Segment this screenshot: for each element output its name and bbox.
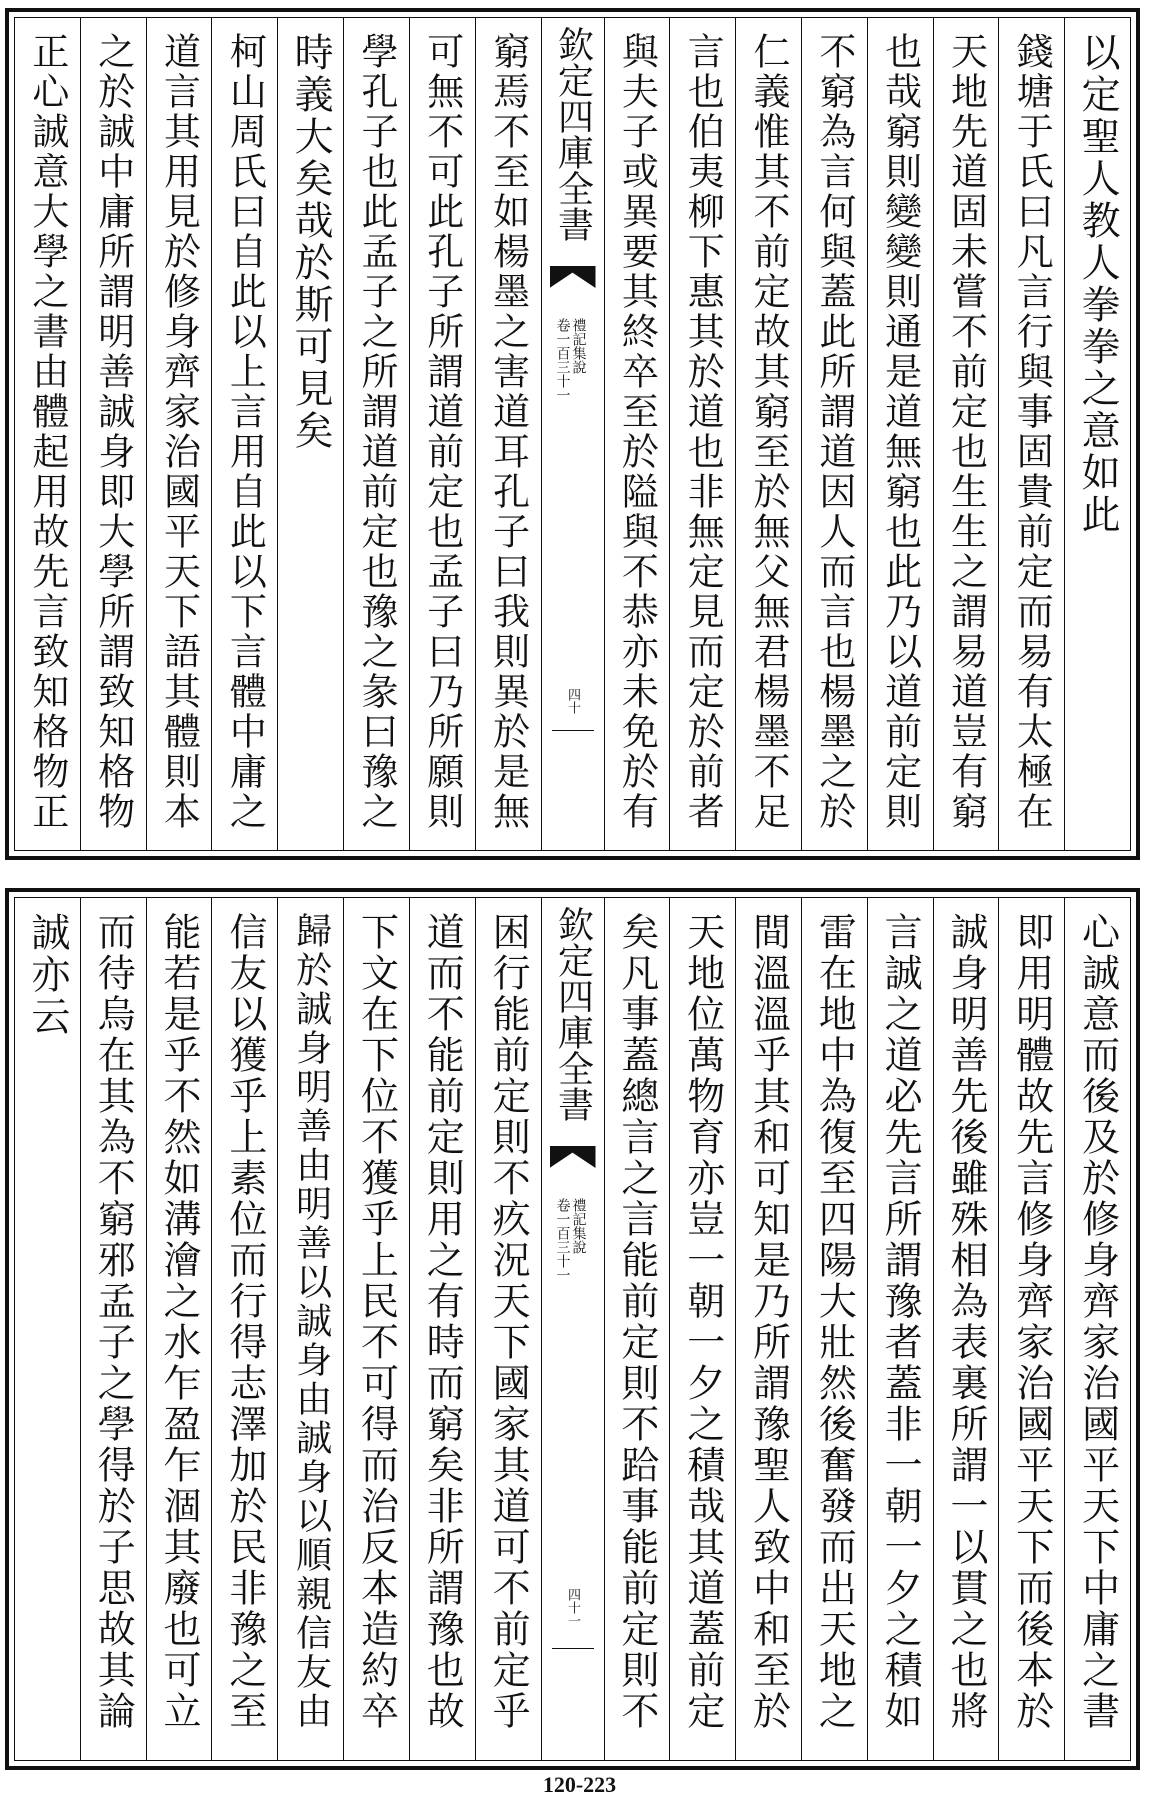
fishtail-mark bbox=[550, 1146, 596, 1168]
text-column: 天地先道固未嘗不前定也生生之謂易道豈有窮 bbox=[933, 18, 999, 850]
text-column: 也哉窮則變變則通是道無窮也此乃以道前定則 bbox=[867, 18, 933, 850]
text-column: 與夫子或異要其終卒至於隘與不恭亦未免於有 bbox=[604, 18, 670, 850]
page-spine bbox=[541, 18, 604, 850]
spine-volume: 卷一百三十一 bbox=[554, 1198, 571, 1282]
text-column: 矣凡事蓋總言之言能前定則不跲事能前定則不 bbox=[604, 898, 670, 1760]
top-page bbox=[5, 8, 1140, 860]
text-column: 學孔子也此孟子之所謂道前定也豫之彖曰豫之 bbox=[343, 18, 409, 850]
text-column: 而待烏在其為不窮邪孟子之學得於子思故其論 bbox=[80, 898, 146, 1760]
text-column: 錢塘于氏曰凡言行與事固貴前定而易有太極在 bbox=[998, 18, 1064, 850]
text-column: 柯山周氏曰自此以上言用自此以下言體中庸之 bbox=[211, 18, 277, 850]
bottom-page-frame bbox=[14, 897, 1131, 1761]
text-column: 以定聖人教人拳拳之意如此 bbox=[1064, 18, 1130, 850]
bottom-page bbox=[5, 888, 1140, 1770]
text-column: 能若是乎不然如溝澮之水乍盈乍涸其廢也可立 bbox=[146, 898, 212, 1760]
spine-title: 欽定四庫全書 bbox=[552, 906, 594, 1122]
text-column: 即用明體故先言修身齊家治國平天下而後本於 bbox=[998, 898, 1064, 1760]
text-column: 道而不能前定則用之有時而窮矣非所謂豫也故 bbox=[409, 898, 475, 1760]
spine-volume: 卷一百三十一 bbox=[554, 318, 571, 402]
spine-page-number: 四十一 bbox=[565, 1588, 580, 1627]
text-column: 道言其用見於修身齊家治國平天下語其體則本 bbox=[146, 18, 212, 850]
text-column: 下文在下位不獲乎上民不可得而治反本造約卒 bbox=[343, 898, 409, 1760]
spine-page-number: 四十 bbox=[565, 688, 580, 714]
spine-title: 欽定四庫全書 bbox=[552, 26, 594, 242]
text-column: 之於誠中庸所謂明善誠身即大學所謂致知格物 bbox=[80, 18, 146, 850]
text-column: 誠身明善先後雖殊相為表裏所謂一以貫之也將 bbox=[933, 898, 999, 1760]
spine-book-title: 禮記集說 bbox=[570, 318, 587, 374]
spine-rule bbox=[552, 1648, 594, 1649]
spine-rule bbox=[552, 730, 594, 731]
text-column: 仁義惟其不前定故其窮至於無父無君楊墨不足 bbox=[735, 18, 801, 850]
footer-page-number: 120-223 bbox=[542, 1772, 617, 1797]
text-column: 不窮為言何與蓋此所謂道因人而言也楊墨之於 bbox=[801, 18, 867, 850]
text-column: 歸於誠身明善由明善以誠身由誠身以順親信友由 bbox=[277, 898, 343, 1760]
text-column: 天地位萬物育亦豈一朝一夕之積哉其道蓋前定 bbox=[669, 898, 735, 1760]
spine-book-title: 禮記集說 bbox=[570, 1198, 587, 1254]
top-page-frame bbox=[14, 17, 1131, 851]
text-column: 心誠意而後及於修身齊家治國平天下中庸之書 bbox=[1064, 898, 1130, 1760]
text-column: 窮焉不至如楊墨之害道耳孔子曰我則異於是無 bbox=[475, 18, 541, 850]
text-column: 間溫溫乎其和可知是乃所謂豫聖人致中和至於 bbox=[735, 898, 801, 1760]
text-column: 信友以獲乎上素位而行得志澤加於民非豫之至 bbox=[211, 898, 277, 1760]
text-column: 可無不可此孔子所謂道前定也孟子曰乃所願則 bbox=[409, 18, 475, 850]
text-column: 言也伯夷柳下惠其於道也非無定見而定於前者 bbox=[669, 18, 735, 850]
text-column: 正心誠意大學之書由體起用故先言致知格物正 bbox=[25, 32, 69, 832]
text-column: 困行能前定則不疚況天下國家其道可不前定乎 bbox=[475, 898, 541, 1760]
page-spine bbox=[541, 898, 604, 1760]
text-column: 時義大矣哉於斯可見矣 bbox=[277, 18, 343, 850]
text-column: 雷在地中為復至四陽大壯然後奮發而出天地之 bbox=[801, 898, 867, 1760]
fishtail-mark bbox=[550, 266, 596, 288]
text-column: 誠亦云 bbox=[24, 912, 70, 1038]
text-column: 言誠之道必先言所謂豫者蓋非一朝一夕之積如 bbox=[867, 898, 933, 1760]
